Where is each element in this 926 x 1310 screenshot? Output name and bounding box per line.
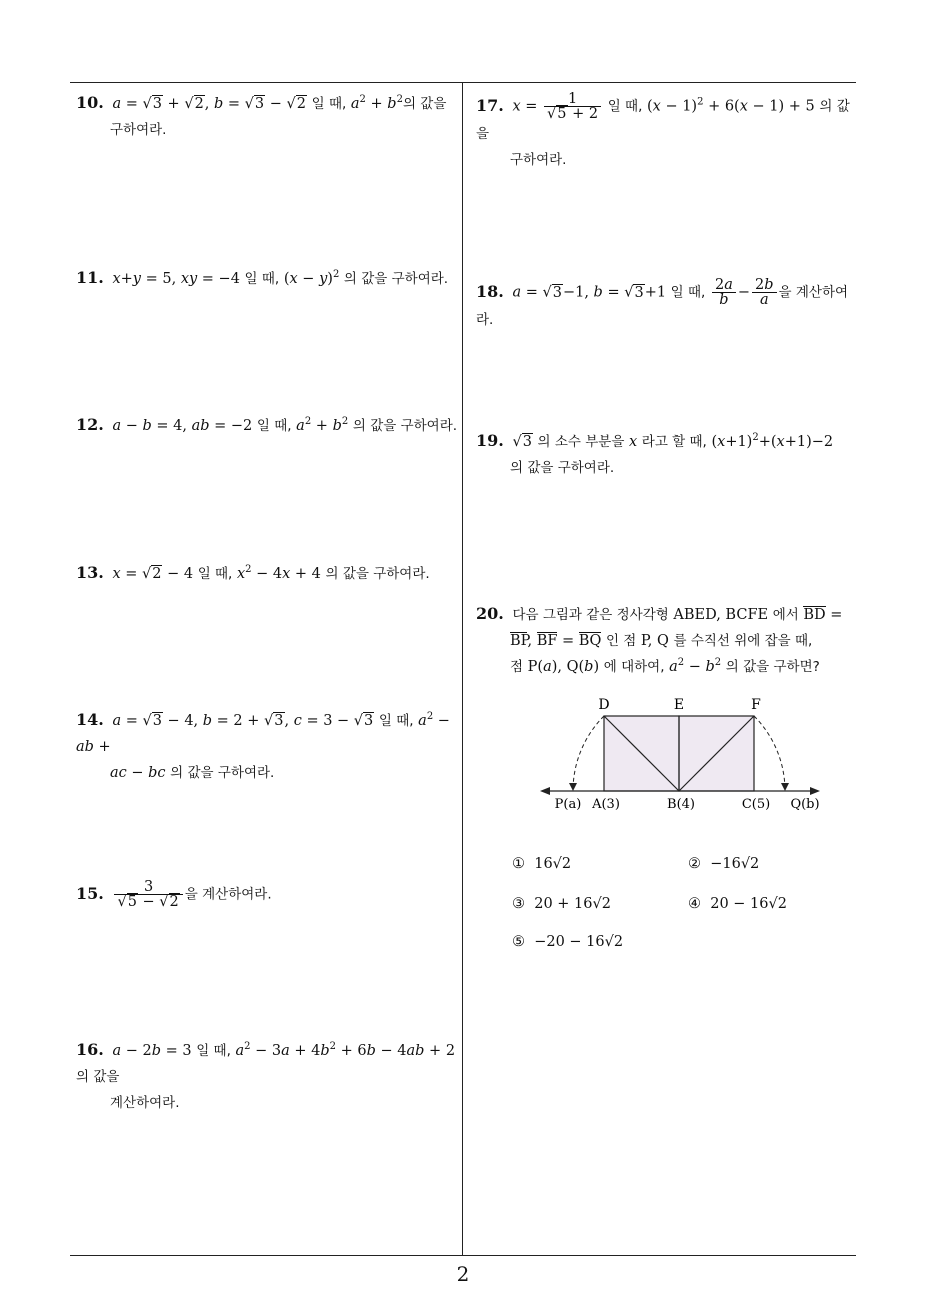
question-number: 15. — [76, 883, 104, 903]
choice-text: −16√2 — [710, 856, 760, 872]
choice-mark: ② — [688, 856, 701, 872]
choice-mark: ⑤ — [512, 934, 525, 950]
choice-4[interactable] — [688, 896, 787, 912]
question-13: 13. x = √2 − 4 일 때, $x^2 - 4x + 4$ 의 값을 구하여라. — [76, 563, 430, 582]
question-number: 12. — [76, 415, 104, 434]
question-number: 14. — [76, 710, 104, 729]
choice-text: 16√2 — [534, 856, 572, 872]
label-f: F — [751, 697, 761, 713]
arrow-q — [781, 783, 789, 791]
label-e: E — [673, 697, 685, 713]
top-rule — [70, 82, 856, 83]
choice-1[interactable] — [512, 856, 571, 872]
number-line-left-arrow — [540, 787, 550, 795]
question-14: 14. a = √3 − 4, b = 2 + √3, c = 3 − √3 일 때, $a^2$ − ab + ac − bc 의 값을 구하여라. — [76, 710, 450, 781]
question-number: 11. — [76, 268, 104, 287]
square-number-line-figure — [536, 690, 836, 820]
page-number: 2 — [456, 1262, 470, 1286]
column-divider — [462, 82, 463, 1256]
label-a3: A(3) — [592, 797, 620, 812]
choice-text: 20 + 16√2 — [534, 896, 611, 912]
question-19: 19. √3 의 소수 부분을 x 라고 할 때, $(x+1)^2+(x+1)-2$ 의 값을 구하여라. — [476, 431, 834, 476]
arrow-p — [569, 783, 577, 791]
choice-mark: ① — [512, 856, 525, 872]
choice-mark: ③ — [512, 896, 525, 912]
arc-bp — [573, 716, 604, 791]
question-number: 17. — [476, 95, 504, 115]
question-10: 10. a = √3 + √2, b = √3 − √2 일 때, $a^2 + b^2$의 값을 구하여라. — [76, 93, 447, 138]
arc-bq — [754, 716, 785, 791]
question-number: 13. — [76, 563, 104, 582]
answer-choices — [512, 856, 862, 966]
question-15: 15. $\frac{3}{√5 - √2}$ 을 계산하여라. — [76, 879, 272, 910]
question-20: 20. 다음 그림과 같은 정사각형 ABED, BCFE 에서 BD = BP, BF = BQ 인 점 P, Q 를 수직선 위에 잡을 때, 점 P(a), Q(b) 에 대하여, $a^2 - b^2$ 의 값을 구하면? — [476, 604, 843, 675]
question-number: 16. — [76, 1040, 104, 1059]
choice-text: 20 − 16√2 — [710, 896, 787, 912]
question-17: 17. x = $\frac{1}{√5 + 2}$ 일 때, $(x - 1)^2 + 6(x - 1) + 5$ 의 값을 구하여라. — [476, 91, 850, 168]
question-12: 12. a − b = 4, ab = −2 일 때, $a^2 + b^2$ 의 값을 구하여라. — [76, 415, 458, 434]
label-qb: Q(b) — [790, 797, 820, 812]
label-d: D — [598, 697, 610, 713]
choice-mark: ④ — [688, 896, 701, 912]
number-line-right-arrow — [810, 787, 820, 795]
choice-5[interactable] — [512, 934, 623, 950]
question-number: 10. — [76, 93, 104, 112]
question-number: 20. — [476, 604, 504, 623]
bottom-rule — [70, 1255, 856, 1256]
question-number: 19. — [476, 431, 504, 450]
label-b4: B(4) — [667, 797, 695, 812]
choice-3[interactable] — [512, 896, 611, 912]
choice-text: −20 − 16√2 — [534, 934, 624, 950]
label-pa: P(a) — [554, 797, 582, 812]
question-number: 18. — [476, 281, 504, 301]
label-c5: C(5) — [741, 797, 771, 812]
choice-2[interactable] — [688, 856, 759, 872]
question-16: 16. a − 2b = 3 일 때, $a^2 - 3a + 4b^2 + 6b - 4ab + 2$ 의 값을 계산하여라. — [76, 1040, 456, 1111]
question-18: 18. a = √3−1, b = √3+1 일 때, $\frac{2a}{b}$ − $\frac{2b}{a}$ 을 계산하여라. — [476, 277, 849, 328]
question-11: 11. x+y = 5, xy = −4 일 때, $(x - y)^2$ 의 값을 구하여라. — [76, 268, 449, 287]
